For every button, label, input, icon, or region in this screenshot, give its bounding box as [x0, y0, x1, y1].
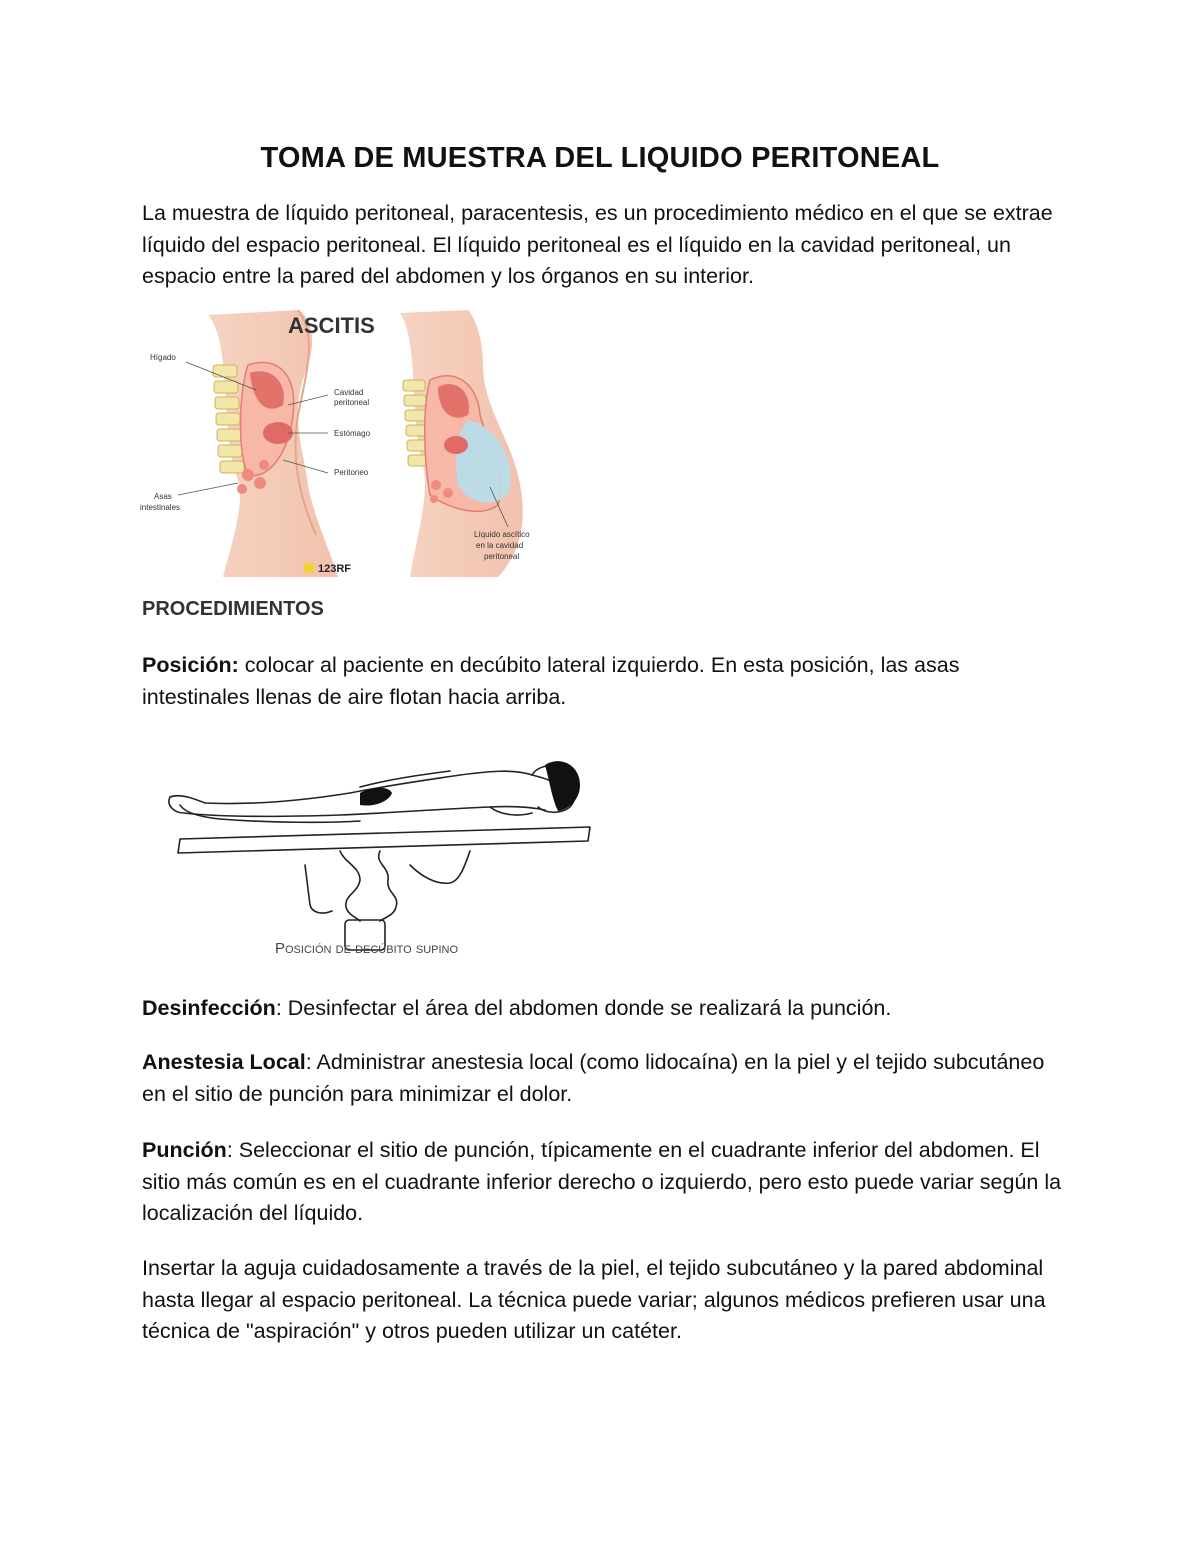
desinfeccion-text: : Desinfectar el área del abdomen donde se realizará la punción. — [275, 996, 892, 1020]
puncion-text: : Seleccionar el sitio de punción, típicamente en el cuadrante inferior del abdomen. El sitio más común es en el cuadrante inferior derecho o izquierdo, pero esto puede variar según la localización del líquido. — [142, 1138, 1062, 1225]
label-liquido-1: Líquido ascítico — [474, 530, 530, 539]
insertar-paragraph: Insertar la aguja cuidadosamente a través de la piel, el tejido subcutáneo y la pared abdominal hasta llegar al espacio peritoneal. La técnica puede variar; algunos médicos prefieren usar una técnica de "aspiración" y otros pueden utilizar un catéter. — [142, 1256, 1046, 1343]
label-higado: Hígado — [150, 353, 176, 362]
label-asas-1: Asas — [154, 492, 172, 501]
puncion-label: Punción — [142, 1138, 227, 1162]
anestesia-paragraph — [142, 1047, 1072, 1110]
watermark-text: 123RF — [318, 563, 352, 575]
anestesia-label: Anestesia Local — [142, 1050, 306, 1074]
ascitis-title: ASCITIS — [288, 313, 375, 338]
ascitis-illustration — [138, 305, 558, 580]
posicion-label: Posición: — [142, 653, 239, 677]
page-title: TOMA DE MUESTRA DEL LIQUIDO PERITONEAL — [260, 142, 940, 174]
label-cavidad-1: Cavidad — [334, 388, 364, 397]
supine-position-illustration — [160, 755, 600, 965]
posicion-paragraph — [142, 650, 1072, 713]
label-estomago: Estómago — [334, 429, 371, 438]
label-liquido-3: peritoneal — [484, 552, 520, 561]
label-liquido-2: en la cavidad — [476, 541, 524, 550]
supine-caption: Posición de decúbito supino — [275, 940, 459, 957]
label-asas-2: intestinales — [140, 503, 181, 512]
puncion-paragraph — [142, 1135, 1072, 1230]
desinfeccion-paragraph — [142, 993, 1072, 1025]
anestesia-text: : Administrar anestesia local (como lidocaína) en la piel y el tejido subcutáneo en el sitio de punción para minimizar el dolor. — [142, 1050, 1045, 1106]
posicion-text: colocar al paciente en decúbito lateral izquierdo. En esta posición, las asas intestinales llenas de aire flotan hacia arriba. — [142, 653, 960, 709]
label-cavidad-2: peritoneal — [334, 398, 370, 407]
label-peritoneo: Peritoneo — [334, 468, 369, 477]
intro-paragraph: La muestra de líquido peritoneal, paracentesis, es un procedimiento médico en el que se extrae líquido del espacio peritoneal. El líquido peritoneal es el líquido en la cavidad peritoneal, un espacio entre la pared del abdomen y los órganos en su interior. — [142, 201, 1053, 288]
procedimientos-heading: PROCEDIMIENTOS — [142, 598, 324, 620]
desinfeccion-label: Desinfección — [142, 996, 276, 1020]
